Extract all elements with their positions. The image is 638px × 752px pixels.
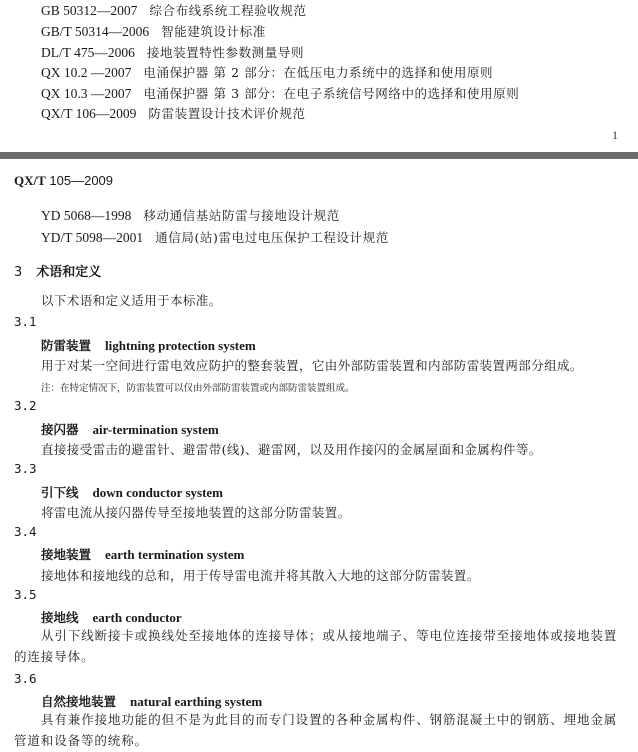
document-id-header — [14, 173, 113, 189]
reference-title: 通信局(站)雷电过电压保护工程设计规范 — [155, 230, 389, 245]
term-number: 3.2 — [14, 398, 37, 413]
reference-code: QX 10.3 —2007 — [41, 86, 132, 101]
term-heading — [41, 545, 244, 563]
page-number: 1 — [612, 128, 618, 142]
reference-title: 综合布线系统工程验收规范 — [149, 3, 307, 18]
reference-title: 智能建筑设计标准 — [161, 24, 266, 39]
term-note: 注：在特定情况下，防雷装置可以仅由外部防雷装置或内部防雷装置组成。 — [41, 383, 355, 394]
term-cn: 接地装置 — [41, 547, 92, 562]
term-definition: 接地体和接地线的总和，用于传导雷电流并将其散入大地的这部分防雷装置。 — [41, 568, 480, 583]
reference-title: 移动通信基站防雷与接地设计规范 — [143, 208, 340, 223]
term-number: 3.6 — [14, 671, 37, 686]
term-heading — [41, 336, 256, 354]
term-definition: 具有兼作接地功能的但不是为此目的而专门设置的各种金属构件、钢筋混凝土中的钢筋、埋地金属管道和设备等的统称。 — [14, 712, 618, 748]
term-number: 3.1 — [14, 314, 37, 329]
reference-item — [41, 208, 340, 224]
reference-code: DL/T 475—2006 — [41, 45, 135, 60]
reference-code: GB/T 50314—2006 — [41, 24, 150, 39]
reference-item — [41, 45, 304, 61]
reference-item — [41, 86, 519, 102]
reference-title: 电涌保护器 第 2 部分：在低压电力系统中的选择和使用原则 — [143, 65, 494, 80]
reference-item — [41, 65, 493, 81]
reference-code: YD/T 5098—2001 — [41, 230, 144, 245]
term-definition: 将雷电流从接闪器传导至接地装置的这部分防雷装置。 — [41, 505, 351, 520]
reference-item — [41, 106, 306, 122]
term-en: lightning protection system — [105, 338, 256, 353]
reference-item — [41, 3, 307, 19]
reference-code: GB 50312—2007 — [41, 3, 138, 18]
term-cn: 引下线 — [41, 485, 79, 500]
term-number: 3.5 — [14, 587, 37, 602]
term-cn: 防雷装置 — [41, 338, 92, 353]
term-heading — [41, 692, 262, 710]
term-heading — [41, 483, 223, 501]
reference-item — [41, 24, 266, 40]
term-en: down conductor system — [92, 485, 224, 500]
term-heading — [41, 420, 219, 438]
document-prefix: QX/T — [14, 173, 46, 188]
section-heading — [14, 261, 101, 280]
term-cn: 接闪器 — [41, 422, 79, 437]
term-number: 3.4 — [14, 524, 37, 539]
section-title: 术语和定义 — [36, 265, 102, 280]
section-number: 3 — [14, 265, 23, 280]
term-cn: 接地线 — [41, 610, 79, 625]
reference-title: 防雷装置设计技术评价规范 — [148, 106, 306, 121]
page-divider — [0, 152, 638, 159]
term-number: 3.3 — [14, 461, 37, 476]
reference-code: YD 5068—1998 — [41, 208, 132, 223]
reference-title: 接地装置特性参数测量导则 — [146, 45, 305, 60]
reference-code: QX/T 106—2009 — [41, 106, 137, 121]
term-definition: 从引下线断接卡或换线处至接地体的连接导体；或从接地端子、等电位连接带至接地体或接地装置的连接导体。 — [14, 628, 618, 664]
reference-title: 电涌保护器 第 3 部分：在电子系统信号网络中的选择和使用原则 — [143, 86, 520, 101]
reference-item — [41, 230, 389, 246]
term-en: earth termination system — [105, 547, 245, 562]
term-definition: 用于对某一空间进行雷电效应防护的整套装置，它由外部防雷装置和内部防雷装置两部分组成。 — [41, 358, 583, 373]
reference-code: QX 10.2 —2007 — [41, 65, 132, 80]
section-intro: 以下术语和定义适用于本标准。 — [41, 293, 222, 308]
term-heading — [41, 608, 182, 626]
term-cn: 自然接地装置 — [41, 694, 117, 709]
term-en: natural earthing system — [130, 694, 263, 709]
term-definition: 直接接受雷击的避雷针、避雷带(线)、避雷网，以及用作接闪的金属屋面和金属构件等。 — [41, 442, 542, 457]
document-number: 105—2009 — [45, 173, 114, 188]
term-en: earth conductor — [92, 610, 182, 625]
term-en: air-termination system — [92, 422, 219, 437]
